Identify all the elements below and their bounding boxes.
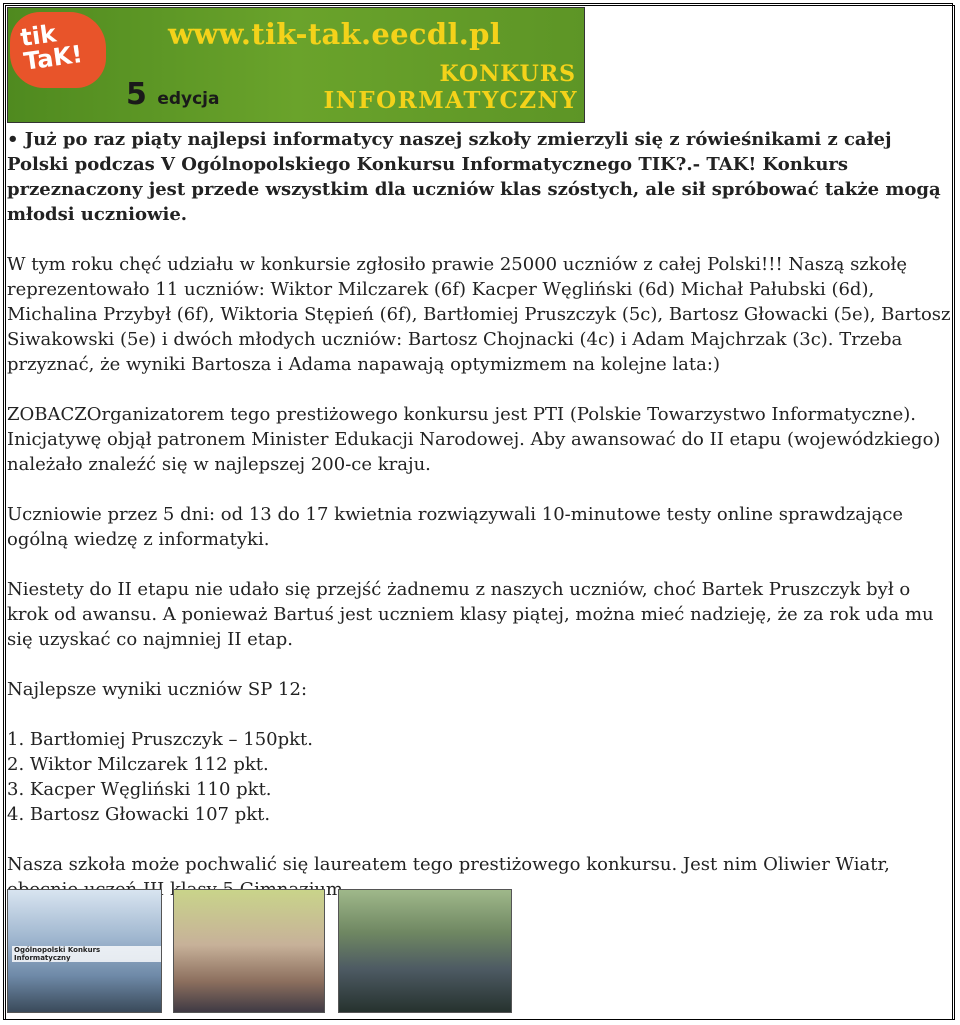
paragraph-result-note: Niestety do II etapu nie udało się przejść żadnemu z naszych uczniów, choć Bartek Pruszczyk był o krok od awansu. A ponieważ Bartuś jest uczniem klasy piątej, można mieć nadzieję, że za rok uda mu się uzyskać co najmniej II etap. (7, 579, 934, 650)
photo-students-group[interactable] (173, 889, 325, 1013)
lead-paragraph: • Już po raz piąty najlepsi informatycy naszej szkoły zmierzyli się z rówieśnikami z całej Polski podczas V Ogólnopolskiego Konkursu Informatycznego TIK?.- TAK! Konkurs przeznaczony jest przede wszystkim dla uczniów klas szóstych, ale sił spróbować także mogą młodsi uczniowie. (7, 129, 941, 225)
paragraph-organizer: ZOBACZOrganizatorem tego prestiżowego konkursu jest PTI (Polskie Towarzystwo Informatyczne). Inicjatywę objął patronem Minister Edukacji Narodowej. Aby awansować do II etapu (wojewódzkiego) należało znaleźć się w najlepszej 200-ce kraju. (7, 404, 941, 475)
result-item: 4. Bartosz Głowacki 107 pkt. (7, 804, 271, 825)
photo-computer-lab[interactable] (7, 889, 162, 1013)
paragraph-results-heading: Najlepsze wyniki uczniów SP 12: (7, 679, 308, 700)
paragraph-closing: Nasza szkoła może pochwalić się laureatem tego prestiżowego konkursu. Jest nim Oliwier Wiatr, (7, 854, 890, 875)
photo-student-at-computer[interactable] (338, 889, 512, 1013)
banner-edition (126, 77, 220, 112)
edition-number: 5 (126, 77, 147, 112)
result-item: 2. Wiktor Milczarek 112 pkt. (7, 754, 269, 775)
photo-gallery (7, 889, 527, 1015)
paragraph-tests: Uczniowie przez 5 dni: od 13 do 17 kwietnia rozwiązywali 10-minutowe testy online sprawdzające ogólną wiedzę z informatyki. (7, 504, 904, 550)
edition-word: edycja (157, 89, 220, 109)
contest-banner[interactable] (7, 7, 585, 123)
banner-konkurs: KONKURS (439, 61, 576, 87)
article (7, 7, 953, 902)
photo-caption: Ogólnopolski Konkurs Informatyczny (12, 946, 161, 962)
banner-url: www.tik-tak.eecdl.pl (168, 17, 502, 51)
result-item: 3. Kacper Węgliński 110 pkt. (7, 779, 272, 800)
logo-text: tik TaK! (18, 19, 85, 76)
paragraph-participants: W tym roku chęć udziału w konkursie zgłosiło prawie 25000 uczniów z całej Polski!!! Naszą szkołę reprezentowało 11 uczniów: Wiktor Milczarek (6f) Kacper Węgliński (6d) Michał Pałubski (6d), Michalina Przybył (6f), Wiktoria Stępień (6f), Bartłomiej Pruszczyk (5c), Bartosz Głowacki (5e), Bartosz Siwakowski (5e) i dwóch młodych uczniów: Bartosz Chojnacki (4c) i Adam Majchrzak (3c). Trzeba przyznać, że wyniki Bartosza i Adama napawają optymizmem na kolejne lata:) (7, 254, 951, 375)
banner-informatyczny: INFORMATYCZNY (323, 87, 578, 114)
result-item: 1. Bartłomiej Pruszczyk – 150pkt. (7, 729, 313, 750)
